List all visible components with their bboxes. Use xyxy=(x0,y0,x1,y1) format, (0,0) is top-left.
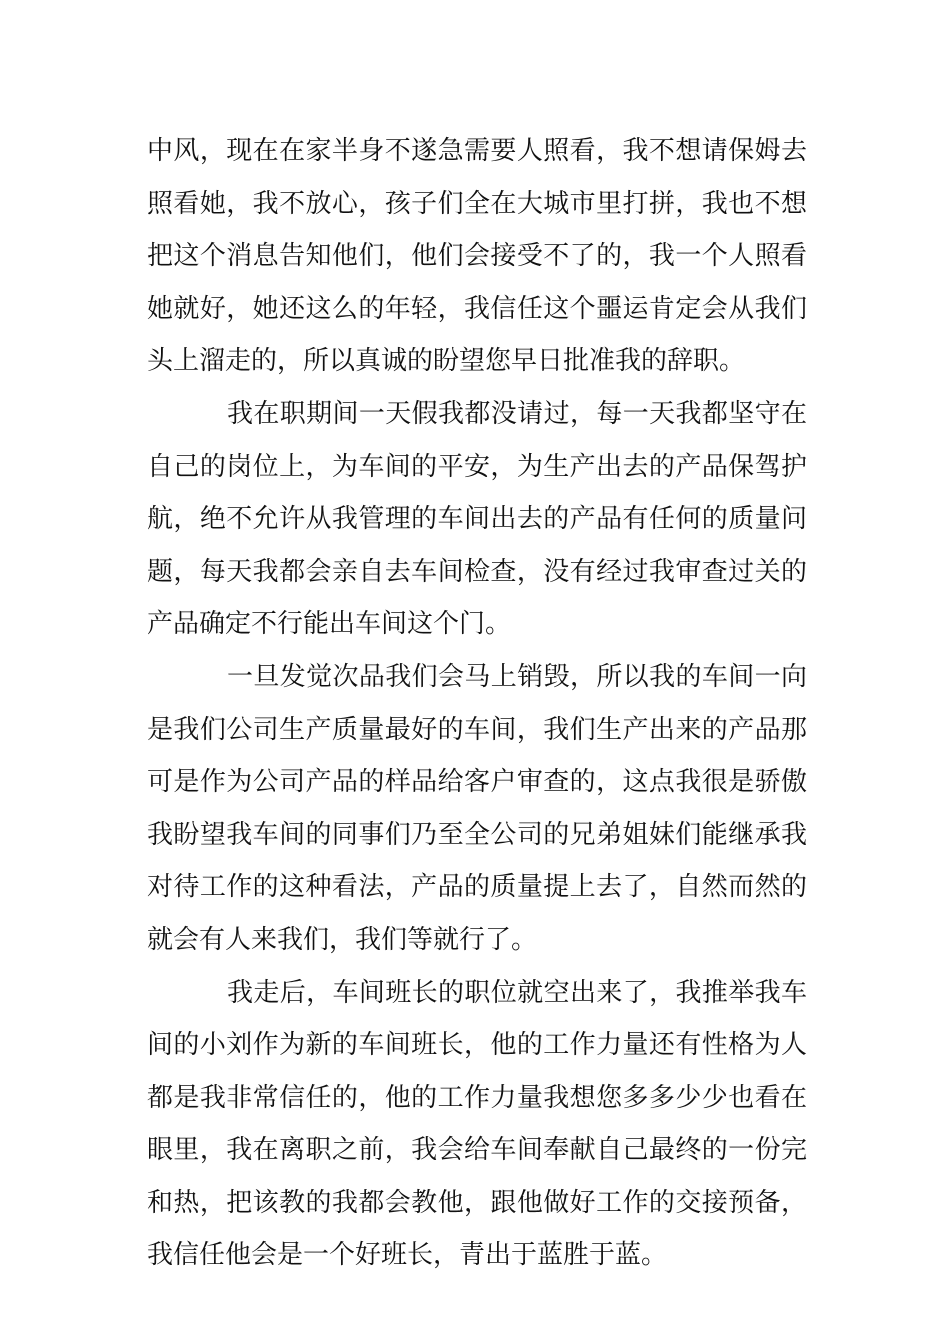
text-line: 产品确定不行能出车间这个门。 xyxy=(147,609,512,640)
text-line: 就会有人来我们，我们等就行了。 xyxy=(147,924,538,955)
text-line: 和热，把该教的我都会教他，跟他做好工作的交接预备， xyxy=(147,1187,807,1218)
text-line: 一旦发觉次品我们会马上销毁，所以我的车间一向 xyxy=(227,661,807,692)
text-line: 我走后，车间班长的职位就空出来了，我推举我车 xyxy=(227,977,807,1008)
text-line: 航，绝不允许从我管理的车间出去的产品有任何的质量问 xyxy=(147,504,807,535)
text-line: 题，每天我都会亲自去车间检查，没有经过我审查过关的 xyxy=(147,556,807,587)
text-line: 自己的岗位上，为车间的平安，为生产出去的产品保驾护 xyxy=(147,451,807,482)
text-line: 对待工作的这种看法，产品的质量提上去了，自然而然的 xyxy=(147,872,807,903)
text-line: 间的小刘作为新的车间班长，他的工作力量还有性格为人 xyxy=(147,1030,807,1061)
document-body xyxy=(147,125,807,1282)
text-line: 头上溜走的，所以真诚的盼望您早日批准我的辞职。 xyxy=(147,346,746,377)
paragraph xyxy=(147,125,807,388)
text-line: 把这个消息告知他们，他们会接受不了的，我一个人照看 xyxy=(147,241,807,272)
text-line: 可是作为公司产品的样品给客户审查的，这点我很是骄傲 xyxy=(147,767,807,798)
text-line: 我盼望我车间的同事们乃至全公司的兄弟姐妹们能继承我 xyxy=(147,819,807,850)
text-line: 是我们公司生产质量最好的车间，我们生产出来的产品那 xyxy=(147,714,807,745)
text-line: 我在职期间一天假我都没请过，每一天我都坚守在 xyxy=(227,398,807,429)
text-line: 中风，现在在家半身不遂急需要人照看，我不想请保姆去 xyxy=(147,136,807,166)
text-line: 都是我非常信任的，他的工作力量我想您多多少少也看在 xyxy=(147,1082,807,1113)
text-line: 我信任他会是一个好班长，青出于蓝胜于蓝。 xyxy=(147,1240,668,1271)
text-line: 照看她，我不放心，孩子们全在大城市里打拼，我也不想 xyxy=(147,188,807,219)
paragraph xyxy=(147,967,807,1283)
paragraph xyxy=(147,651,807,967)
text-line: 眼里，我在离职之前，我会给车间奉献自己最终的一份完 xyxy=(147,1135,807,1166)
text-line: 她就好，她还这么的年轻，我信任这个噩运肯定会从我们 xyxy=(147,293,807,324)
paragraph xyxy=(147,388,807,651)
